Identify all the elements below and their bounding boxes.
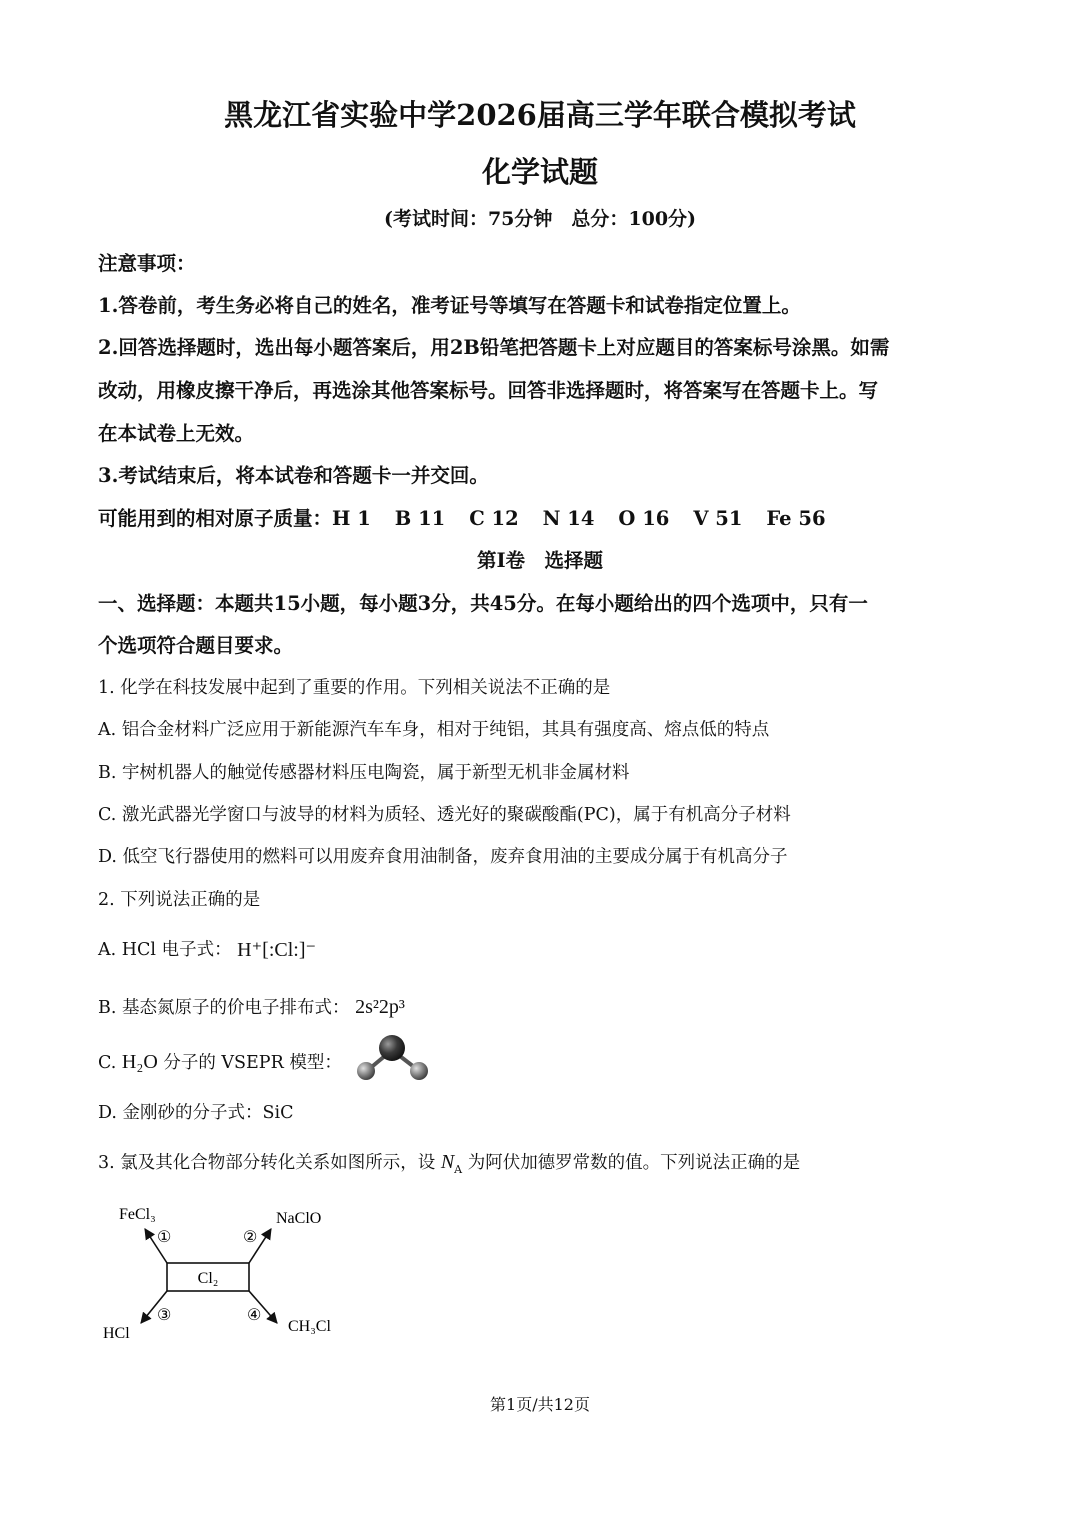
hydrogen-atom-left-icon [357, 1062, 375, 1080]
marker-4: ④ [247, 1307, 262, 1324]
q1-option-c: C. 激光武器光学窗口与波导的材料为质轻、透光好的聚碳酸酯(PC)，属于有机高分子材料 [98, 805, 791, 825]
hydrogen-atom-right-icon [410, 1062, 428, 1080]
exam-title: 黑龙江省实验中学2026届高三学年联合模拟考试 [224, 98, 856, 132]
q2-option-c-text: 分子的 VSEPR 模型： [163, 1053, 342, 1073]
atomic-mass-v: V 51 [693, 507, 743, 530]
marker-2: ② [243, 1229, 258, 1246]
atomic-mass-line [98, 503, 826, 531]
naclo-label: NaClO [276, 1210, 322, 1227]
vsepr-model-image [352, 1034, 434, 1086]
q2-option-b [98, 994, 405, 1019]
avogadro-symbol-sub: A [454, 1163, 463, 1176]
q2-option-c-label: C. [98, 1053, 122, 1073]
avogadro-symbol: N [440, 1151, 455, 1173]
atomic-mass-c: C 12 [469, 507, 519, 530]
q2-option-c [98, 1049, 342, 1074]
chlorine-conversion-diagram [95, 1195, 355, 1350]
atomic-mass-o: O 16 [618, 507, 670, 530]
atomic-mass-b: B 11 [394, 507, 446, 530]
q2-option-a-label: A. HCl 电子式： [98, 940, 232, 960]
q3-stem-before: 3. 氯及其化合物部分转化关系如图所示，设 [98, 1153, 441, 1173]
fecl3-label: FeCl₃ [119, 1206, 156, 1223]
notice-item-3: 3.考试结束后，将本试卷和答题卡一并交回。 [98, 464, 489, 487]
notice-item-2-line-1: 2.回答选择题时，选出每小题答案后，用2B铅笔把答题卡上对应题目的答案标号涂黑。如需 [98, 336, 890, 359]
notice-heading: 注意事项： [98, 252, 196, 275]
q3-stem-after: 为阿伏加德罗常数的值。下列说法正确的是 [462, 1153, 801, 1173]
hcl-electron-formula: H⁺[:Cl:]⁻ [237, 939, 317, 961]
notice-item-1: 1.答卷前，考生务必将自己的姓名，准考证号等填写在答题卡和试卷指定位置上。 [98, 294, 801, 317]
ch3cl-label: CH₃Cl [288, 1318, 331, 1335]
q1-option-b: B. 宇树机器人的触觉传感器材料压电陶瓷，属于新型无机非金属材料 [98, 763, 630, 783]
marker-1: ① [157, 1229, 172, 1246]
q1-option-d: D. 低空飞行器使用的燃料可以用废弃食用油制备，废弃食用油的主要成分属于有机高分子 [98, 847, 788, 867]
atomic-mass-n: N 14 [542, 507, 595, 530]
nitrogen-electron-config: 2s²2p³ [355, 996, 405, 1018]
h2o-formula: H₂O [121, 1051, 158, 1073]
subject-title: 化学试题 [481, 155, 598, 189]
marker-3: ③ [157, 1307, 172, 1324]
notice-item-2-line-2: 改动，用橡皮擦干净后，再选涂其他答案标号。回答非选择题时，将答案写在答题卡上。写 [98, 379, 879, 402]
q2-option-b-label: B. 基态氮原子的价电子排布式： [98, 998, 350, 1018]
q2-stem: 2. 下列说法正确的是 [98, 890, 261, 910]
oxygen-atom-icon [379, 1035, 405, 1061]
section-heading-line-2: 个选项符合题目要求。 [98, 634, 294, 657]
atomic-mass-label: 可能用到的相对原子质量： [98, 507, 333, 530]
page-footer: 第1页/共12页 [490, 1395, 590, 1414]
center-cl2-label: Cl₂ [197, 1270, 219, 1287]
part1-title: 第Ⅰ卷 选择题 [476, 549, 604, 572]
exam-info: (考试时间：75分钟 总分：100分) [383, 208, 697, 230]
q3-stem [98, 1149, 800, 1176]
q2-option-a [98, 936, 316, 961]
section-heading-line-1: 一、选择题：本题共15小题，每小题3分，共45分。在每小题给出的四个选项中，只有一 [98, 592, 868, 615]
notice-item-2-line-3: 在本试卷上无效。 [98, 422, 255, 445]
q1-option-a: A. 铝合金材料广泛应用于新能源汽车车身，相对于纯铝，其具有强度高、熔点低的特点 [98, 720, 770, 740]
atomic-mass-h: H 1 [332, 507, 371, 530]
hcl-label: HCl [103, 1325, 130, 1342]
atomic-mass-fe: Fe 56 [766, 507, 826, 530]
q2-option-d: D. 金刚砂的分子式：SiC [98, 1103, 294, 1123]
q1-stem: 1. 化学在科技发展中起到了重要的作用。下列相关说法不正确的是 [98, 678, 611, 698]
